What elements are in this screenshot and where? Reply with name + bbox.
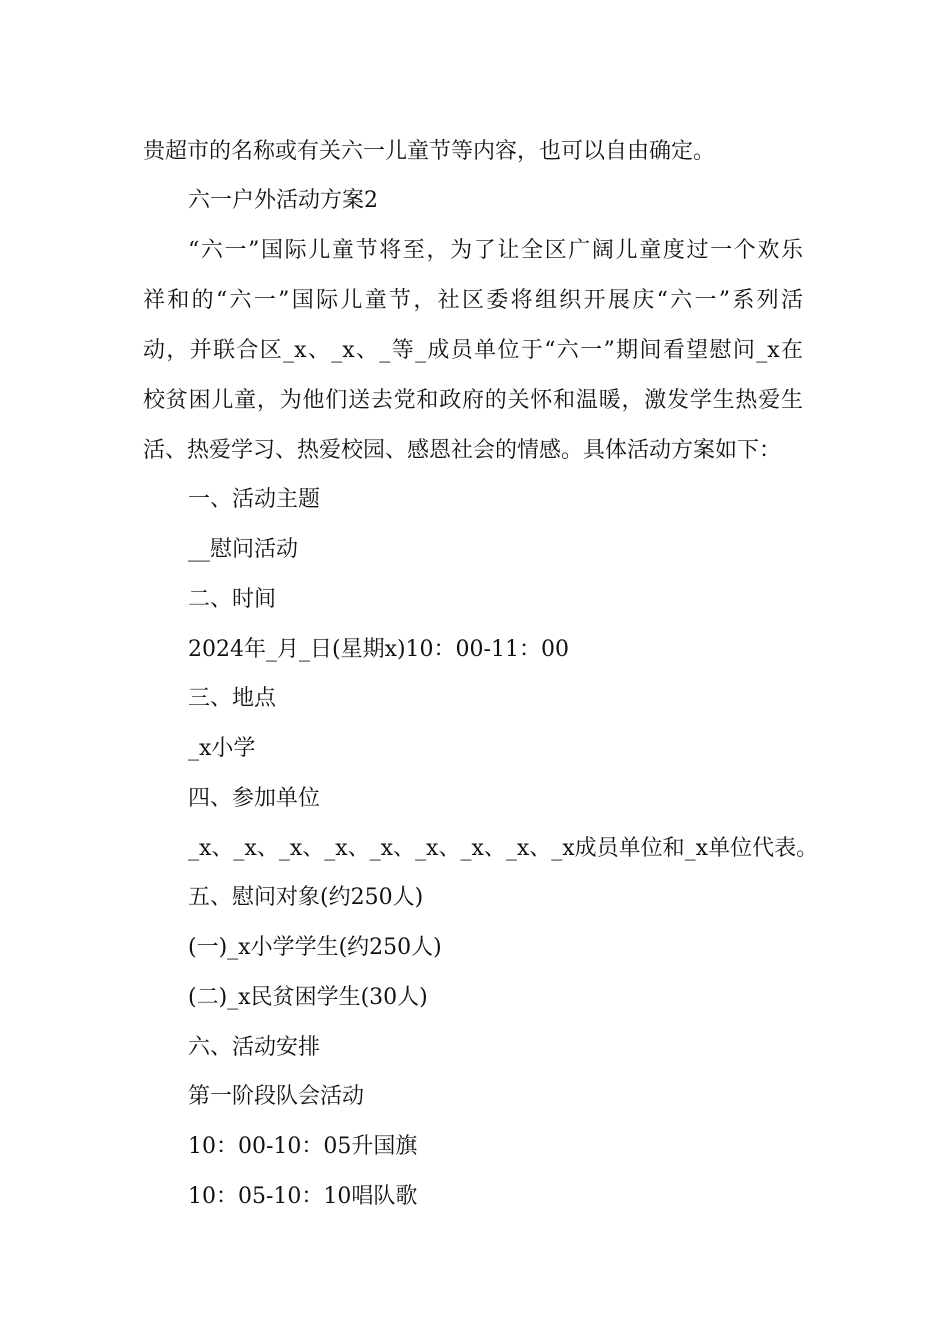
intro-line-4: 校贫困儿童，为他们送去党和政府的关怀和温暖，激发学生热爱生 xyxy=(143,388,803,413)
heading-schedule: 六、活动安排 xyxy=(188,1035,321,1060)
intro-line-2: 祥和的“六一”国际儿童节，社区委将组织开展庆“六一”系列活 xyxy=(143,288,803,313)
intro-line-3: 动，并联合区_x、_x、_等_成员单位于“六一”期间看望慰问_x在 xyxy=(143,338,803,363)
time-value: 2024年_月_日(星期x)10：00-11：00 xyxy=(188,637,569,662)
heading-participants: 四、参加单位 xyxy=(188,786,321,811)
paragraph-continuation: 贵超市的名称或有关六一儿童节等内容，也可以自由确定。 xyxy=(143,139,716,164)
intro-line-1: “六一”国际儿童节将至，为了让全区广阔儿童度过一个欢乐 xyxy=(188,238,803,263)
location-value: _x小学 xyxy=(188,736,256,761)
heading-recipients: 五、慰问对象(约250人) xyxy=(188,885,424,910)
heading-time: 二、时间 xyxy=(188,587,277,612)
intro-line-5: 活、热爱学习、热爱校园、感恩社会的情感。具体活动方案如下： xyxy=(143,438,782,463)
section-title: 六一户外活动方案2 xyxy=(188,188,378,213)
heading-location: 三、地点 xyxy=(188,686,277,711)
schedule-item-2: 10：05-10：10唱队歌 xyxy=(188,1184,418,1209)
recipients-item-1: (一)_x小学学生(约250人) xyxy=(188,935,442,960)
theme-value: __慰问活动 xyxy=(188,537,299,562)
heading-theme: 一、活动主题 xyxy=(188,487,321,512)
recipients-item-2: (二)_x民贫困学生(30人) xyxy=(188,985,428,1010)
schedule-item-1: 10：00-10：05升国旗 xyxy=(188,1134,418,1159)
schedule-phase-1: 第一阶段队会活动 xyxy=(188,1084,365,1109)
participants-value: _x、_x、_x、_x、_x、_x、_x、_x、_x成员单位和_x单位代表。 xyxy=(188,836,819,861)
